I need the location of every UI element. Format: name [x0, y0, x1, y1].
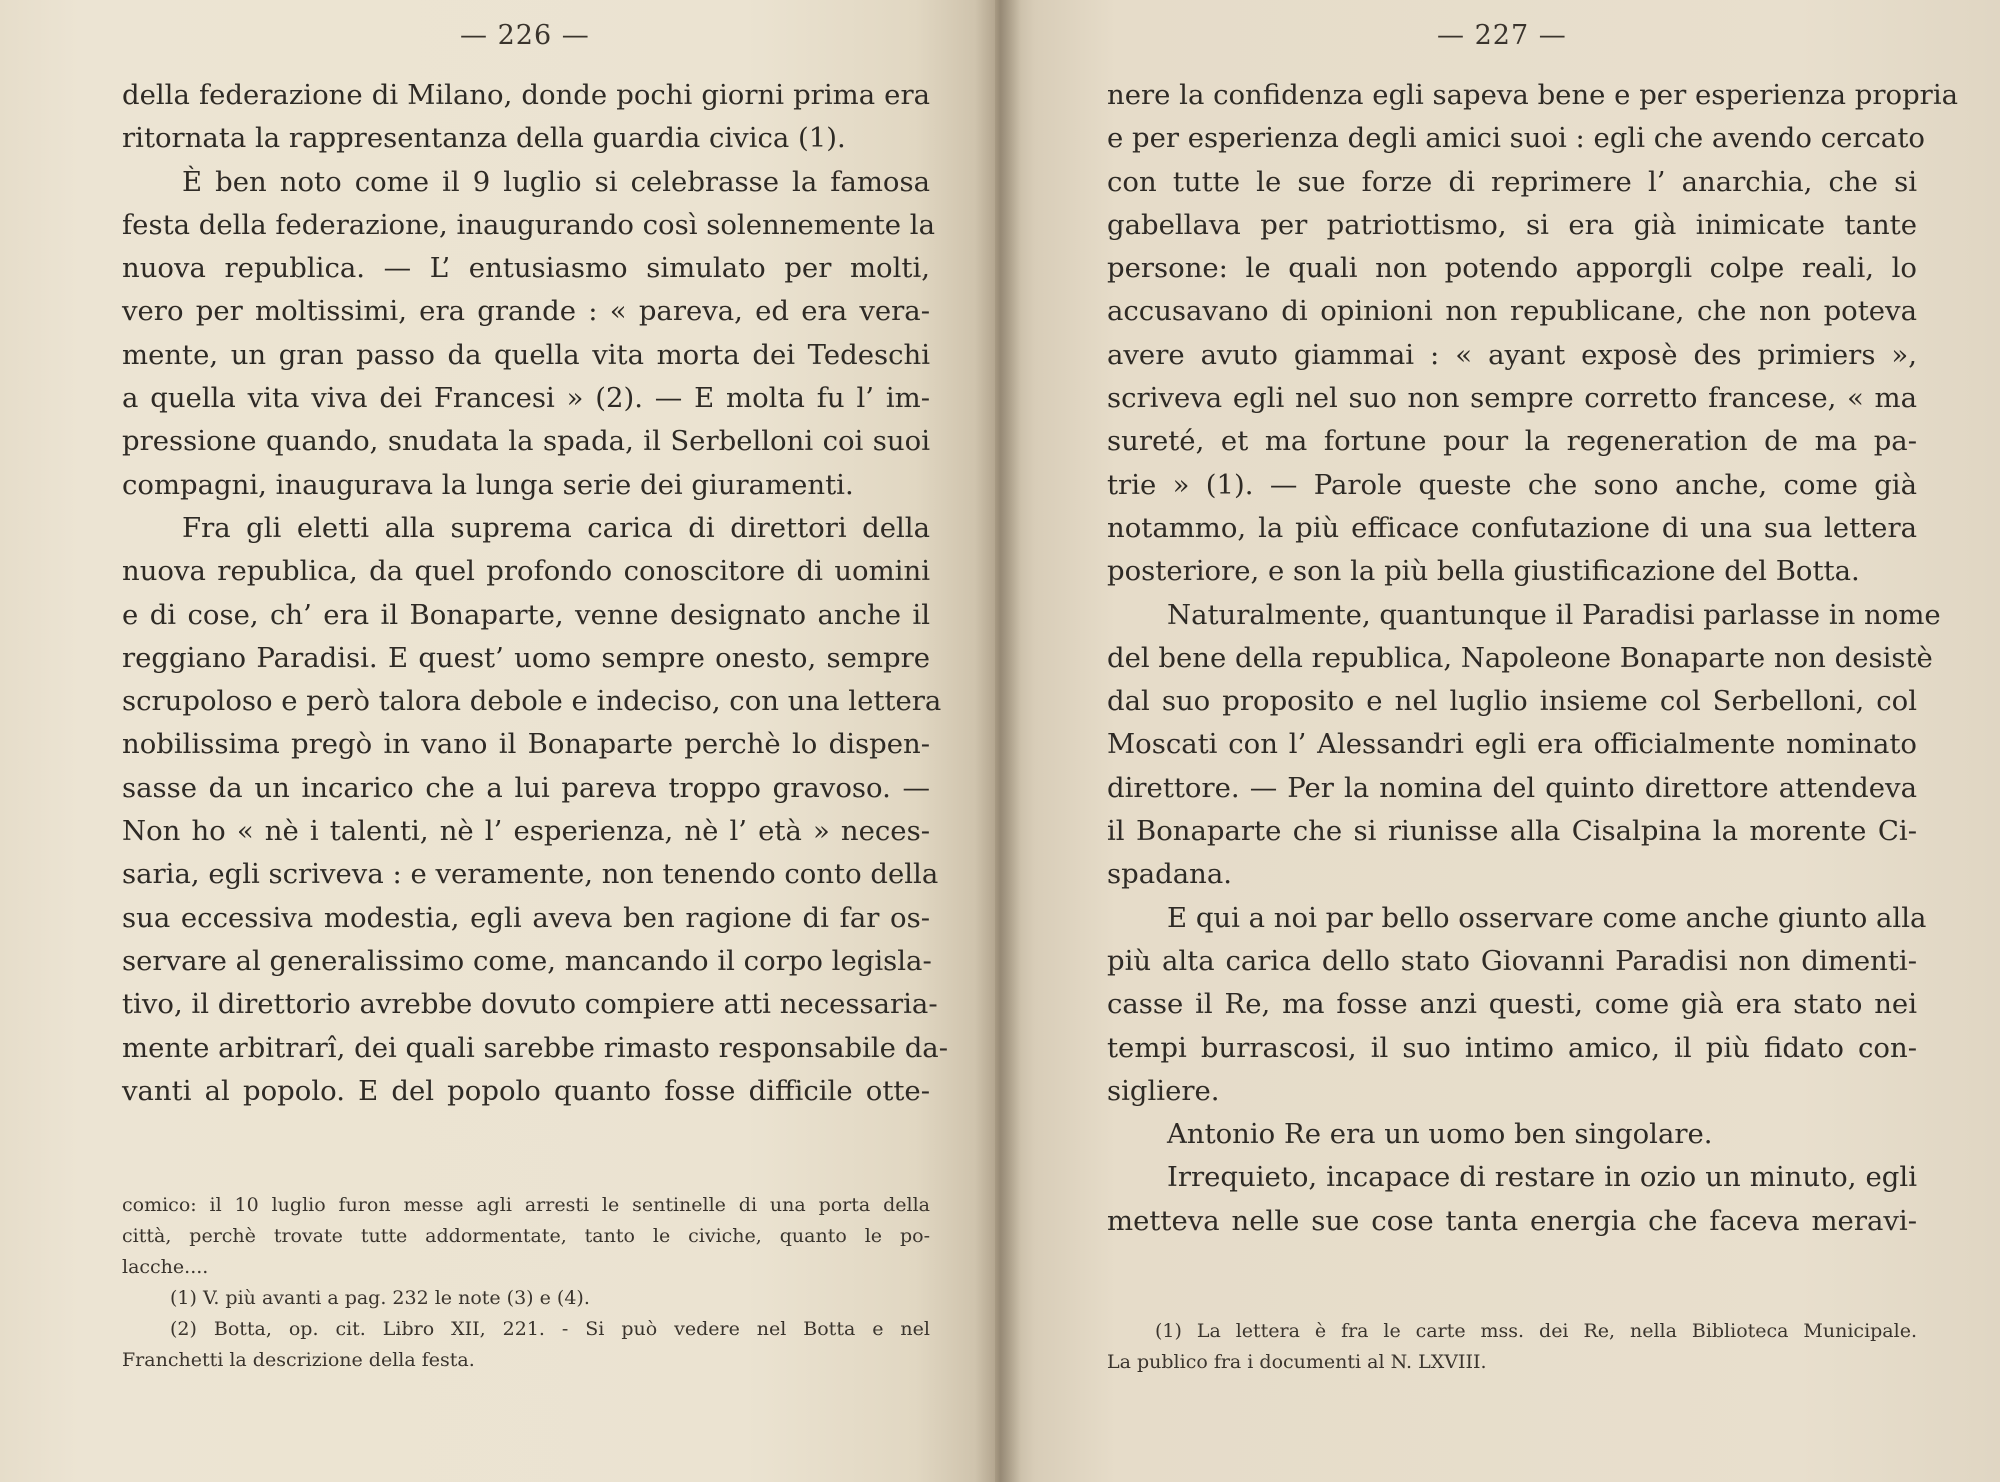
- right-page: [995, 0, 2000, 1482]
- text-line: reggiano Paradisi. E quest’ uomo sempre onesto, sempre: [122, 641, 930, 674]
- text-line: sureté, et ma fortune pour la regeneration de ma pa-: [1107, 425, 1917, 458]
- text-line: mente, un gran passo da quella vita morta dei Tedeschi: [122, 338, 930, 371]
- footnotes: [1107, 1316, 1917, 1378]
- text-line: accusavano di opinioni non republicane, che non poteva: [1107, 295, 1917, 328]
- page-number: — 226 —: [460, 20, 590, 51]
- text-line: posteriore, e son la più bella giustificazione del Botta.: [1107, 555, 1860, 588]
- text-line: avere avuto giammai : « ayant exposè des primiers »,: [1107, 338, 1917, 371]
- text-line: e per esperienza degli amici suoi : egli che avendo cercato: [1107, 122, 1925, 155]
- text-line: nere la confidenza egli sapeva bene e per esperienza propria: [1107, 79, 1959, 111]
- text-line: sasse da un incarico che a lui pareva troppo gravoso. —: [122, 771, 930, 804]
- text-line: scriveva egli nel suo non sempre corretto francese, « ma: [1107, 382, 1917, 415]
- text-line: il Bonaparte che si riunisse alla Cisalpina la morente Ci-: [1107, 815, 1917, 848]
- text-line: compagni, inaugurava la lunga serie dei giuramenti.: [122, 468, 854, 501]
- text-line: festa della federazione, inaugurando così solennemente la: [122, 208, 935, 241]
- footnote-line: (1) V. più avanti a pag. 232 le note (3) e (4).: [170, 1287, 590, 1309]
- text-line: Fra gli eletti alla suprema carica di direttori della: [182, 511, 930, 544]
- text-line: E qui a noi par bello osservare come anche giunto alla: [1167, 901, 1927, 934]
- footnote-line: lacche....: [122, 1256, 209, 1278]
- text-line: vanti al popolo. E del popolo quanto fosse difficile otte-: [122, 1074, 930, 1107]
- text-line: vero per moltissimi, era grande : « pareva, ed era vera-: [122, 295, 930, 328]
- text-line: Non ho « nè i talenti, nè l’ esperienza, nè l’ età » neces-: [122, 815, 930, 848]
- main-text: [1107, 74, 1959, 1243]
- page-number: — 227 —: [1437, 20, 1567, 51]
- text-line: del bene della republica, Napoleone Bonaparte non desistè: [1107, 641, 1933, 674]
- text-line: casse il Re, ma fosse anzi questi, come già era stato nei: [1107, 988, 1917, 1021]
- footnotes: [122, 1190, 930, 1376]
- text-line: spadana.: [1107, 858, 1232, 891]
- text-line: sigliere.: [1107, 1074, 1220, 1107]
- text-line: servare al generalissimo come, mancando il corpo legisla-: [122, 944, 932, 977]
- text-line: tempi burrascosi, il suo intimo amico, il più fidato con-: [1107, 1031, 1917, 1064]
- main-text: [122, 74, 948, 1113]
- footnote-line: città, perchè trovate tutte addormentate, tanto le civiche, quanto le po-: [122, 1225, 930, 1247]
- text-line: pressione quando, snudata la spada, il Serbelloni coi suoi: [122, 425, 930, 458]
- text-line: gabellava per patriottismo, si era già inimicate tante: [1107, 208, 1917, 241]
- text-line: notammo, la più efficace confutazione di una sua lettera: [1107, 511, 1917, 544]
- text-line: Naturalmente, quantunque il Paradisi parlasse in nome: [1167, 598, 1941, 631]
- text-line: ritornata la rappresentanza della guardia civica (1).: [122, 122, 846, 155]
- footnote-line: (2) Botta, op. cit. Libro XII, 221. - Si può vedere nel Botta e nel: [170, 1318, 930, 1340]
- footnote-line: comico: il 10 luglio furon messe agli arresti le sentinelle di una porta della: [122, 1194, 930, 1216]
- text-line: saria, egli scriveva : e veramente, non tenendo conto della: [122, 858, 939, 891]
- text-line: dal suo proposito e nel luglio insieme col Serbelloni, col: [1107, 685, 1917, 718]
- footnote-line: La publico fra i documenti al N. LXVIII.: [1107, 1351, 1487, 1373]
- footnote-line: Franchetti la descrizione della festa.: [122, 1349, 475, 1371]
- text-line: metteva nelle sue cose tanta energia che faceva meravi-: [1107, 1204, 1917, 1237]
- text-line: trie » (1). — Parole queste che sono anche, come già: [1107, 468, 1917, 501]
- text-line: con tutte le sue forze di reprimere l’ anarchia, che si: [1107, 165, 1917, 198]
- text-line: È ben noto come il 9 luglio si celebrasse la famosa: [182, 165, 930, 198]
- text-line: mente arbitrarî, dei quali sarebbe rimasto responsabile da-: [122, 1031, 948, 1064]
- text-line: e di cose, ch’ era il Bonaparte, venne designato anche il: [122, 598, 930, 631]
- text-line: direttore. — Per la nomina del quinto direttore attendeva: [1107, 771, 1917, 804]
- text-line: Moscati con l’ Alessandri egli era officialmente nominato: [1107, 728, 1917, 761]
- text-line: più alta carica dello stato Giovanni Paradisi non dimenti-: [1107, 944, 1917, 977]
- text-line: nobilissima pregò in vano il Bonaparte perchè lo dispen-: [122, 728, 930, 761]
- left-page: [0, 0, 995, 1482]
- text-line: Irrequieto, incapace di restare in ozio un minuto, egli: [1167, 1161, 1917, 1194]
- text-line: sua eccessiva modestia, egli aveva ben ragione di far os-: [122, 901, 930, 934]
- text-line: tivo, il direttorio avrebbe dovuto compiere atti necessaria-: [122, 988, 938, 1021]
- text-line: nuova republica. — L’ entusiasmo simulato per molti,: [122, 252, 930, 285]
- text-line: persone: le quali non potendo apporgli colpe reali, lo: [1107, 252, 1917, 285]
- text-line: Antonio Re era un uomo ben singolare.: [1167, 1118, 1713, 1151]
- text-line: nuova republica, da quel profondo conoscitore di uomini: [122, 555, 930, 588]
- footnote-line: (1) La lettera è fra le carte mss. dei Re, nella Biblioteca Municipale.: [1155, 1320, 1917, 1342]
- text-line: scrupoloso e però talora debole e indeciso, con una lettera: [122, 685, 942, 718]
- text-line: della federazione di Milano, donde pochi giorni prima era: [122, 79, 930, 111]
- text-line: a quella vita viva dei Francesi » (2). — E molta fu l’ im-: [122, 382, 930, 415]
- book-gutter: [975, 0, 1021, 1482]
